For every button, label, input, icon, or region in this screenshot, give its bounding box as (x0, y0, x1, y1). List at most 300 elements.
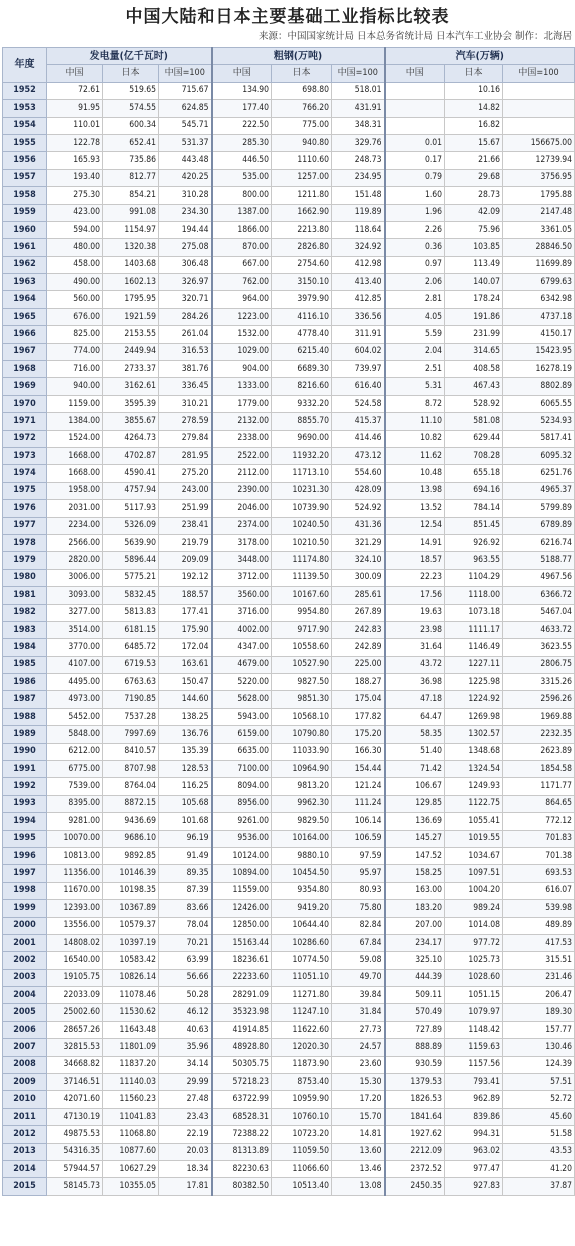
cars-ratio-cell: 5467.04 (503, 604, 575, 621)
steel-china-cell: 28291.09 (212, 987, 272, 1004)
cars-japan-cell: 1122.75 (445, 795, 503, 812)
cars-ratio-cell: 3623.55 (503, 639, 575, 656)
cars-japan-cell: 629.44 (445, 430, 503, 447)
power-ratio-cell: 209.09 (159, 552, 212, 569)
cars-ratio-cell: 41.20 (503, 1161, 575, 1178)
power-japan-cell: 10355.05 (103, 1178, 159, 1195)
cars-japan-cell: 1097.51 (445, 865, 503, 882)
cars-china-cell: 5.31 (385, 378, 445, 395)
table-row (3, 204, 575, 221)
power-china-cell: 13556.00 (47, 917, 103, 934)
year-cell: 2014 (3, 1161, 47, 1178)
power-japan-cell: 2449.94 (103, 343, 159, 360)
year-header: 年度 (3, 48, 47, 83)
power-ratio-cell: 310.28 (159, 187, 212, 204)
power-china-cell: 58145.73 (47, 1178, 103, 1195)
cars-ratio-cell: 4737.18 (503, 308, 575, 325)
year-cell: 2013 (3, 1143, 47, 1160)
power-japan-cell: 4757.94 (103, 482, 159, 499)
year-cell: 2000 (3, 917, 47, 934)
steel-japan-cell: 10739.90 (272, 500, 332, 517)
year-cell: 1997 (3, 865, 47, 882)
steel-japan-cell: 9332.20 (272, 395, 332, 412)
power-china-cell: 560.00 (47, 291, 103, 308)
steel-japan-cell: 11066.60 (272, 1161, 332, 1178)
steel-japan-cell: 1662.90 (272, 204, 332, 221)
cars-china-cell: 163.00 (385, 882, 445, 899)
cars-china-cell: 727.89 (385, 1021, 445, 1038)
power-japan-cell: 6181.15 (103, 621, 159, 638)
steel-china-cell: 3448.00 (212, 552, 272, 569)
steel-ratio-cell: 431.91 (332, 100, 385, 117)
table-row (3, 378, 575, 395)
cars-japan-cell: 1019.55 (445, 830, 503, 847)
table-row (3, 674, 575, 691)
steel-japan-cell: 9717.90 (272, 621, 332, 638)
power-ratio-cell: 34.14 (159, 1056, 212, 1073)
cars-japan-cell: 839.86 (445, 1108, 503, 1125)
cars-japan-cell: 1249.93 (445, 778, 503, 795)
steel-ratio-cell: 97.59 (332, 847, 385, 864)
table-row (3, 604, 575, 621)
cars-china-cell: 11.62 (385, 447, 445, 464)
table-row (3, 117, 575, 134)
steel-china-cell: 1223.00 (212, 308, 272, 325)
power-china-cell: 25002.60 (47, 1004, 103, 1021)
steel-china-cell: 800.00 (212, 187, 272, 204)
year-cell: 1998 (3, 882, 47, 899)
cars-japan-cell: 408.58 (445, 361, 503, 378)
power-japan-cell: 735.86 (103, 152, 159, 169)
subheader-ratio: 中国=100 (503, 65, 575, 82)
power-china-cell: 4973.00 (47, 691, 103, 708)
power-ratio-cell: 70.21 (159, 934, 212, 951)
steel-china-cell: 134.90 (212, 82, 272, 99)
power-japan-cell: 812.77 (103, 169, 159, 186)
power-china-cell: 1159.00 (47, 395, 103, 412)
year-cell: 2007 (3, 1039, 47, 1056)
power-japan-cell: 11643.48 (103, 1021, 159, 1038)
power-china-cell: 1668.00 (47, 465, 103, 482)
power-ratio-cell: 281.95 (159, 447, 212, 464)
cars-china-cell: 14.91 (385, 534, 445, 551)
year-cell: 1960 (3, 221, 47, 238)
power-china-cell: 9281.00 (47, 813, 103, 830)
cars-china-cell: 325.10 (385, 952, 445, 969)
steel-ratio-cell: 23.60 (332, 1056, 385, 1073)
cars-japan-cell: 708.28 (445, 447, 503, 464)
power-china-cell: 10813.00 (47, 847, 103, 864)
power-japan-cell: 10627.29 (103, 1161, 159, 1178)
steel-ratio-cell: 336.56 (332, 308, 385, 325)
steel-china-cell: 222.50 (212, 117, 272, 134)
cars-ratio-cell: 156675.00 (503, 134, 575, 151)
power-japan-cell: 11530.62 (103, 1004, 159, 1021)
power-ratio-cell: 116.25 (159, 778, 212, 795)
table-row (3, 1039, 575, 1056)
table-row (3, 239, 575, 256)
power-china-cell: 594.00 (47, 221, 103, 238)
power-ratio-cell: 40.63 (159, 1021, 212, 1038)
power-ratio-cell: 279.84 (159, 430, 212, 447)
power-china-cell: 940.00 (47, 378, 103, 395)
cars-ratio-cell: 2623.89 (503, 743, 575, 760)
steel-china-cell: 18236.61 (212, 952, 272, 969)
year-cell: 1968 (3, 361, 47, 378)
subheader-japan: 日本 (103, 65, 159, 82)
cars-china-cell: 2372.52 (385, 1161, 445, 1178)
group-header-power: 发电量(亿千瓦时) (47, 48, 212, 65)
cars-china-cell: 1927.62 (385, 1126, 445, 1143)
steel-china-cell: 11559.00 (212, 882, 272, 899)
cars-japan-cell: 10.16 (445, 82, 503, 99)
steel-china-cell: 81313.89 (212, 1143, 272, 1160)
subheader-japan: 日本 (445, 65, 503, 82)
power-china-cell: 490.00 (47, 274, 103, 291)
year-cell: 2015 (3, 1178, 47, 1195)
power-ratio-cell: 163.61 (159, 656, 212, 673)
power-china-cell: 6775.00 (47, 761, 103, 778)
steel-japan-cell: 4778.40 (272, 326, 332, 343)
cars-china-cell: 43.72 (385, 656, 445, 673)
power-japan-cell: 11560.23 (103, 1091, 159, 1108)
cars-ratio-cell: 489.89 (503, 917, 575, 934)
cars-japan-cell: 103.85 (445, 239, 503, 256)
table-row (3, 152, 575, 169)
cars-ratio-cell: 1969.88 (503, 708, 575, 725)
steel-ratio-cell: 616.40 (332, 378, 385, 395)
steel-china-cell: 285.30 (212, 134, 272, 151)
steel-china-cell: 68528.31 (212, 1108, 272, 1125)
table-row (3, 169, 575, 186)
table-row (3, 934, 575, 951)
power-japan-cell: 8872.15 (103, 795, 159, 812)
cars-japan-cell: 14.82 (445, 100, 503, 117)
power-ratio-cell: 188.57 (159, 587, 212, 604)
cars-china-cell: 10.82 (385, 430, 445, 447)
power-japan-cell: 1320.38 (103, 239, 159, 256)
year-cell: 2002 (3, 952, 47, 969)
year-cell: 1986 (3, 674, 47, 691)
cars-ratio-cell: 4633.72 (503, 621, 575, 638)
power-japan-cell: 10877.60 (103, 1143, 159, 1160)
steel-china-cell: 12426.00 (212, 900, 272, 917)
steel-china-cell: 870.00 (212, 239, 272, 256)
cars-china-cell: 64.47 (385, 708, 445, 725)
steel-japan-cell: 698.80 (272, 82, 332, 99)
steel-ratio-cell: 324.10 (332, 552, 385, 569)
steel-japan-cell: 1110.60 (272, 152, 332, 169)
power-china-cell: 122.78 (47, 134, 103, 151)
power-china-cell: 3277.00 (47, 604, 103, 621)
cars-ratio-cell: 124.39 (503, 1056, 575, 1073)
power-japan-cell: 652.41 (103, 134, 159, 151)
cars-china-cell: 71.42 (385, 761, 445, 778)
steel-ratio-cell: 321.29 (332, 534, 385, 551)
steel-japan-cell: 11051.10 (272, 969, 332, 986)
power-japan-cell: 9436.69 (103, 813, 159, 830)
year-cell: 1963 (3, 274, 47, 291)
steel-china-cell: 904.00 (212, 361, 272, 378)
cars-ratio-cell: 6799.63 (503, 274, 575, 291)
power-ratio-cell: 175.90 (159, 621, 212, 638)
cars-china-cell: 47.18 (385, 691, 445, 708)
power-ratio-cell: 96.19 (159, 830, 212, 847)
steel-japan-cell: 10240.50 (272, 517, 332, 534)
cars-china-cell: 2.81 (385, 291, 445, 308)
cars-ratio-cell: 5188.77 (503, 552, 575, 569)
cars-ratio-cell: 16278.19 (503, 361, 575, 378)
cars-japan-cell: 42.09 (445, 204, 503, 221)
steel-japan-cell: 8753.40 (272, 1074, 332, 1091)
power-ratio-cell: 17.81 (159, 1178, 212, 1195)
power-china-cell: 57944.57 (47, 1161, 103, 1178)
cars-japan-cell: 15.67 (445, 134, 503, 151)
cars-japan-cell: 1034.67 (445, 847, 503, 864)
power-japan-cell: 5896.44 (103, 552, 159, 569)
subheader-china: 中国 (385, 65, 445, 82)
power-ratio-cell: 27.48 (159, 1091, 212, 1108)
table-row (3, 82, 575, 99)
power-china-cell: 3006.00 (47, 569, 103, 586)
cars-ratio-cell (503, 100, 575, 117)
steel-japan-cell: 11033.90 (272, 743, 332, 760)
cars-ratio-cell (503, 117, 575, 134)
year-cell: 2010 (3, 1091, 47, 1108)
cars-ratio-cell: 5234.93 (503, 413, 575, 430)
power-japan-cell: 1921.59 (103, 308, 159, 325)
steel-japan-cell: 9690.00 (272, 430, 332, 447)
steel-ratio-cell: 188.27 (332, 674, 385, 691)
cars-japan-cell: 1004.20 (445, 882, 503, 899)
power-japan-cell: 10146.39 (103, 865, 159, 882)
steel-china-cell: 15163.44 (212, 934, 272, 951)
steel-ratio-cell: 242.89 (332, 639, 385, 656)
power-japan-cell: 5813.83 (103, 604, 159, 621)
table-row (3, 708, 575, 725)
steel-ratio-cell: 604.02 (332, 343, 385, 360)
power-japan-cell: 11041.83 (103, 1108, 159, 1125)
steel-china-cell: 4679.00 (212, 656, 272, 673)
steel-japan-cell: 12020.30 (272, 1039, 332, 1056)
power-japan-cell: 1602.13 (103, 274, 159, 291)
steel-japan-cell: 2826.80 (272, 239, 332, 256)
table-row (3, 900, 575, 917)
power-china-cell: 165.93 (47, 152, 103, 169)
cars-japan-cell: 1028.60 (445, 969, 503, 986)
power-ratio-cell: 91.49 (159, 847, 212, 864)
steel-china-cell: 1387.00 (212, 204, 272, 221)
steel-ratio-cell: 111.24 (332, 795, 385, 812)
steel-ratio-cell: 13.46 (332, 1161, 385, 1178)
steel-ratio-cell: 13.60 (332, 1143, 385, 1160)
steel-ratio-cell: 473.12 (332, 447, 385, 464)
power-china-cell: 42071.60 (47, 1091, 103, 1108)
power-ratio-cell: 243.00 (159, 482, 212, 499)
cars-japan-cell: 694.16 (445, 482, 503, 499)
power-japan-cell: 6485.72 (103, 639, 159, 656)
year-cell: 1956 (3, 152, 47, 169)
steel-ratio-cell: 17.20 (332, 1091, 385, 1108)
steel-japan-cell: 9419.20 (272, 900, 332, 917)
table-row (3, 691, 575, 708)
power-japan-cell: 10397.19 (103, 934, 159, 951)
power-china-cell: 1958.00 (47, 482, 103, 499)
year-cell: 1987 (3, 691, 47, 708)
steel-japan-cell: 2213.80 (272, 221, 332, 238)
power-china-cell: 1668.00 (47, 447, 103, 464)
steel-ratio-cell: 554.60 (332, 465, 385, 482)
power-china-cell: 22033.09 (47, 987, 103, 1004)
power-japan-cell: 10198.35 (103, 882, 159, 899)
power-japan-cell: 9892.85 (103, 847, 159, 864)
cars-japan-cell: 75.96 (445, 221, 503, 238)
power-ratio-cell: 326.97 (159, 274, 212, 291)
year-cell: 1967 (3, 343, 47, 360)
power-ratio-cell: 715.67 (159, 82, 212, 99)
power-china-cell: 19105.75 (47, 969, 103, 986)
steel-china-cell: 48928.80 (212, 1039, 272, 1056)
cars-ratio-cell: 51.58 (503, 1126, 575, 1143)
comparison-table (2, 47, 575, 1196)
cars-china-cell: 18.57 (385, 552, 445, 569)
cars-ratio-cell: 6789.89 (503, 517, 575, 534)
cars-ratio-cell: 693.53 (503, 865, 575, 882)
steel-japan-cell: 10167.60 (272, 587, 332, 604)
table-row (3, 917, 575, 934)
steel-ratio-cell: 175.20 (332, 726, 385, 743)
table-row (3, 1074, 575, 1091)
steel-japan-cell: 9827.50 (272, 674, 332, 691)
cars-ratio-cell: 189.30 (503, 1004, 575, 1021)
cars-ratio-cell: 2596.26 (503, 691, 575, 708)
steel-ratio-cell: 348.31 (332, 117, 385, 134)
power-japan-cell: 2733.37 (103, 361, 159, 378)
steel-japan-cell: 10790.80 (272, 726, 332, 743)
cars-china-cell: 183.20 (385, 900, 445, 917)
steel-china-cell: 667.00 (212, 256, 272, 273)
steel-china-cell: 10894.00 (212, 865, 272, 882)
steel-china-cell: 3178.00 (212, 534, 272, 551)
table-row (3, 500, 575, 517)
cars-japan-cell: 1079.97 (445, 1004, 503, 1021)
year-cell: 1993 (3, 795, 47, 812)
steel-ratio-cell: 27.73 (332, 1021, 385, 1038)
table-row (3, 413, 575, 430)
steel-china-cell: 2046.00 (212, 500, 272, 517)
power-ratio-cell: 83.66 (159, 900, 212, 917)
cars-japan-cell: 140.07 (445, 274, 503, 291)
cars-ratio-cell: 6251.76 (503, 465, 575, 482)
power-ratio-cell: 278.59 (159, 413, 212, 430)
steel-japan-cell: 6689.30 (272, 361, 332, 378)
table-row (3, 326, 575, 343)
cars-ratio-cell: 315.51 (503, 952, 575, 969)
table-row (3, 795, 575, 812)
cars-ratio-cell: 417.53 (503, 934, 575, 951)
cars-japan-cell: 1148.42 (445, 1021, 503, 1038)
power-china-cell: 716.00 (47, 361, 103, 378)
year-cell: 1994 (3, 813, 47, 830)
cars-china-cell: 444.39 (385, 969, 445, 986)
cars-japan-cell: 581.08 (445, 413, 503, 430)
power-china-cell: 54316.35 (47, 1143, 103, 1160)
steel-japan-cell: 2754.60 (272, 256, 332, 273)
steel-ratio-cell: 13.08 (332, 1178, 385, 1195)
steel-china-cell: 2112.00 (212, 465, 272, 482)
table-body (3, 82, 575, 1195)
year-cell: 1990 (3, 743, 47, 760)
cars-ratio-cell: 1171.77 (503, 778, 575, 795)
steel-ratio-cell: 234.95 (332, 169, 385, 186)
steel-ratio-cell: 177.82 (332, 708, 385, 725)
cars-ratio-cell: 1795.88 (503, 187, 575, 204)
year-cell: 1988 (3, 708, 47, 725)
power-china-cell: 16540.00 (47, 952, 103, 969)
power-japan-cell: 10367.89 (103, 900, 159, 917)
steel-ratio-cell: 267.89 (332, 604, 385, 621)
steel-ratio-cell: 524.92 (332, 500, 385, 517)
steel-china-cell: 9261.00 (212, 813, 272, 830)
power-ratio-cell: 35.96 (159, 1039, 212, 1056)
cars-china-cell: 13.52 (385, 500, 445, 517)
year-cell: 1964 (3, 291, 47, 308)
power-china-cell: 4107.00 (47, 656, 103, 673)
cars-china-cell: 2450.35 (385, 1178, 445, 1195)
steel-ratio-cell: 39.84 (332, 987, 385, 1004)
cars-ratio-cell: 2806.75 (503, 656, 575, 673)
steel-china-cell: 2338.00 (212, 430, 272, 447)
steel-japan-cell: 10513.40 (272, 1178, 332, 1195)
year-cell: 1970 (3, 395, 47, 412)
steel-china-cell: 177.40 (212, 100, 272, 117)
cars-china-cell: 234.17 (385, 934, 445, 951)
power-ratio-cell: 192.12 (159, 569, 212, 586)
year-cell: 1974 (3, 465, 47, 482)
year-cell: 1966 (3, 326, 47, 343)
power-china-cell: 28657.26 (47, 1021, 103, 1038)
year-cell: 2009 (3, 1074, 47, 1091)
source-note: 来源：中国国家统计局 日本总务省统计局 日本汽车工业协会 制作：北海居 (258, 31, 572, 42)
table-row (3, 343, 575, 360)
power-ratio-cell: 46.12 (159, 1004, 212, 1021)
steel-japan-cell: 3979.90 (272, 291, 332, 308)
cars-china-cell: 106.67 (385, 778, 445, 795)
cars-ratio-cell: 130.46 (503, 1039, 575, 1056)
cars-japan-cell: 178.24 (445, 291, 503, 308)
year-cell: 1955 (3, 134, 47, 151)
cars-ratio-cell: 57.51 (503, 1074, 575, 1091)
cars-china-cell: 17.56 (385, 587, 445, 604)
power-japan-cell: 854.21 (103, 187, 159, 204)
table-row (3, 1108, 575, 1125)
steel-ratio-cell: 414.46 (332, 430, 385, 447)
cars-ratio-cell: 5817.41 (503, 430, 575, 447)
cars-china-cell: 1841.64 (385, 1108, 445, 1125)
table-row (3, 187, 575, 204)
steel-japan-cell: 11932.20 (272, 447, 332, 464)
steel-japan-cell: 11713.10 (272, 465, 332, 482)
power-japan-cell: 3162.61 (103, 378, 159, 395)
cars-china-cell: 11.10 (385, 413, 445, 430)
cars-ratio-cell: 157.77 (503, 1021, 575, 1038)
steel-china-cell: 5220.00 (212, 674, 272, 691)
power-japan-cell: 4702.87 (103, 447, 159, 464)
cars-china-cell (385, 82, 445, 99)
power-ratio-cell: 22.19 (159, 1126, 212, 1143)
year-cell: 1985 (3, 656, 47, 673)
table-row (3, 100, 575, 117)
